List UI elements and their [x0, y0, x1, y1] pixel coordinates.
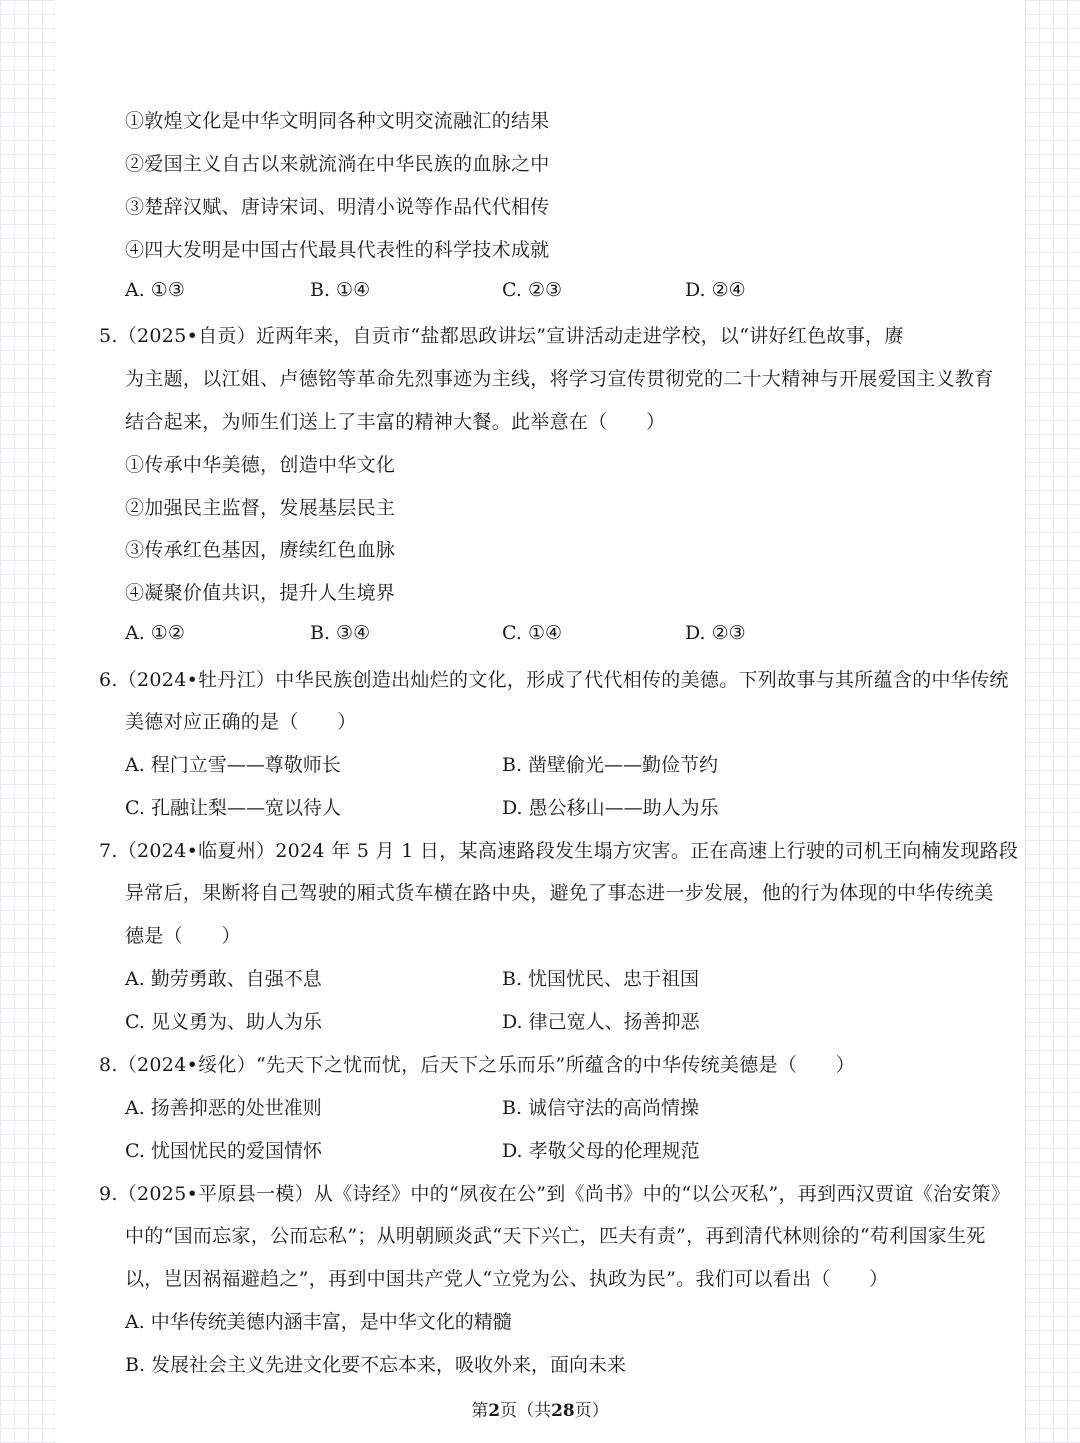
- q5-item-1: ①传承中华美德，创造中华文化: [125, 454, 396, 476]
- q5-item-4: ④凝聚价值共识，提升人生境界: [125, 582, 396, 604]
- q9-stem-line-1: 9.（2025•平原县一模）从《诗经》中的“夙夜在公”到《尚书》中的“以公灭私”，再到西汉贾谊《治安策》: [99, 1183, 1011, 1205]
- q4-item-3: ③楚辞汉赋、唐诗宋词、明清小说等作品代代相传: [125, 196, 550, 218]
- q5-stem-line-1: 5.（2025•自贡）近两年来，自贡市“盐都思政讲坛”宣讲活动走进学校，以“讲好红色故事，赓: [99, 325, 904, 347]
- q8-option-d: D. 孝敬父母的伦理规范: [502, 1140, 700, 1162]
- q7-option-d: D. 律己宽人、扬善抑恶: [502, 1011, 700, 1033]
- document-page: [55, 0, 1025, 1443]
- q6-stem-line-1: 6.（2024•牡丹江）中华民族创造出灿烂的文化，形成了代代相传的美德。下列故事与其所蕴含的中华传统: [99, 669, 1009, 691]
- q6-option-a: A. 程门立雪——尊敬师长: [125, 754, 341, 776]
- q5-item-2: ②加强民主监督，发展基层民主: [125, 497, 396, 519]
- footer-prefix: 第: [471, 1401, 489, 1421]
- q5-stem-line-3: 结合起来，为师生们送上了丰富的精神大餐。此举意在（ ）: [125, 411, 666, 433]
- q5-option-b: B. ③④: [310, 622, 371, 644]
- q8-option-b: B. 诚信守法的高尚情操: [502, 1097, 700, 1119]
- q4-item-2: ②爱国主义自古以来就流淌在中华民族的血脉之中: [125, 153, 550, 175]
- q4-option-a: A. ①③: [125, 279, 185, 301]
- q8-option-a: A. 扬善抑恶的处世准则: [125, 1097, 322, 1119]
- q9-option-b: B. 发展社会主义先进文化要不忘本来，吸收外来，面向未来: [125, 1354, 627, 1376]
- q8-option-c: C. 忧国忧民的爱国情怀: [125, 1140, 322, 1162]
- q4-item-4: ④四大发明是中国古代最具代表性的科学技术成就: [125, 239, 550, 261]
- q5-option-a: A. ①②: [125, 622, 185, 644]
- q6-option-b: B. 凿壁偷光——勤俭节约: [502, 754, 719, 776]
- q9-stem-line-3: 以，岂因祸福避趋之”，再到中国共产党人“立党为公、执政为民”。我们可以看出（ ）: [125, 1268, 889, 1290]
- q4-option-c: C. ②③: [502, 279, 563, 301]
- q5-option-d: D. ②③: [685, 622, 746, 644]
- q7-option-a: A. 勤劳勇敢、自强不息: [125, 968, 322, 990]
- q6-stem-line-2: 美德对应正确的是（ ）: [125, 711, 357, 733]
- footer-page-number: 2: [488, 1401, 501, 1421]
- q7-stem-line-2: 异常后，果断将自己驾驶的厢式货车横在路中央，避免了事态进一步发展，他的行为体现的中华传统美: [125, 882, 994, 904]
- page-footer: [55, 1396, 1025, 1421]
- q4-option-b: B. ①④: [310, 279, 371, 301]
- q4-item-1: ①敦煌文化是中华文明同各种文明交流融汇的结果: [125, 110, 550, 132]
- q9-option-a: A. 中华传统美德内涵丰富，是中华文化的精髓: [125, 1311, 512, 1333]
- q7-option-b: B. 忧国忧民、忠于祖国: [502, 968, 700, 990]
- notebook-grid-left: [0, 0, 55, 1443]
- q7-stem-line-1: 7.（2024•临夏州）2024 年 5 月 1 日，某高速路段发生塌方灾害。正在高速上行驶的司机王向楠发现路段: [99, 840, 1019, 862]
- q9-stem-line-2: 中的“国而忘家，公而忘私”；从明朝顾炎武“天下兴亡，匹夫有责”，再到清代林则徐的“苟利国家生死: [125, 1225, 986, 1247]
- footer-suffix: 页）: [574, 1401, 609, 1421]
- q5-option-c: C. ①④: [502, 622, 563, 644]
- notebook-grid-right: [1025, 0, 1080, 1443]
- q7-option-c: C. 见义勇为、助人为乐: [125, 1011, 322, 1033]
- q7-stem-line-3: 德是（ ）: [125, 925, 241, 947]
- footer-total-pages: 28: [551, 1401, 575, 1421]
- q6-option-d: D. 愚公移山——助人为乐: [502, 797, 719, 819]
- footer-mid: 页（共: [500, 1401, 552, 1421]
- q5-item-3: ③传承红色基因，赓续红色血脉: [125, 539, 396, 561]
- q5-stem-line-2: 为主题，以江姐、卢德铭等革命先烈事迹为主线，将学习宣传贯彻党的二十大精神与开展爱国主义教育: [125, 368, 994, 390]
- q6-option-c: C. 孔融让梨——宽以待人: [125, 797, 341, 819]
- q8-stem-line-1: 8.（2024•绥化）“先天下之忧而忧，后天下之乐而乐”所蕴含的中华传统美德是（ ）: [99, 1054, 856, 1076]
- q4-option-d: D. ②④: [685, 279, 746, 301]
